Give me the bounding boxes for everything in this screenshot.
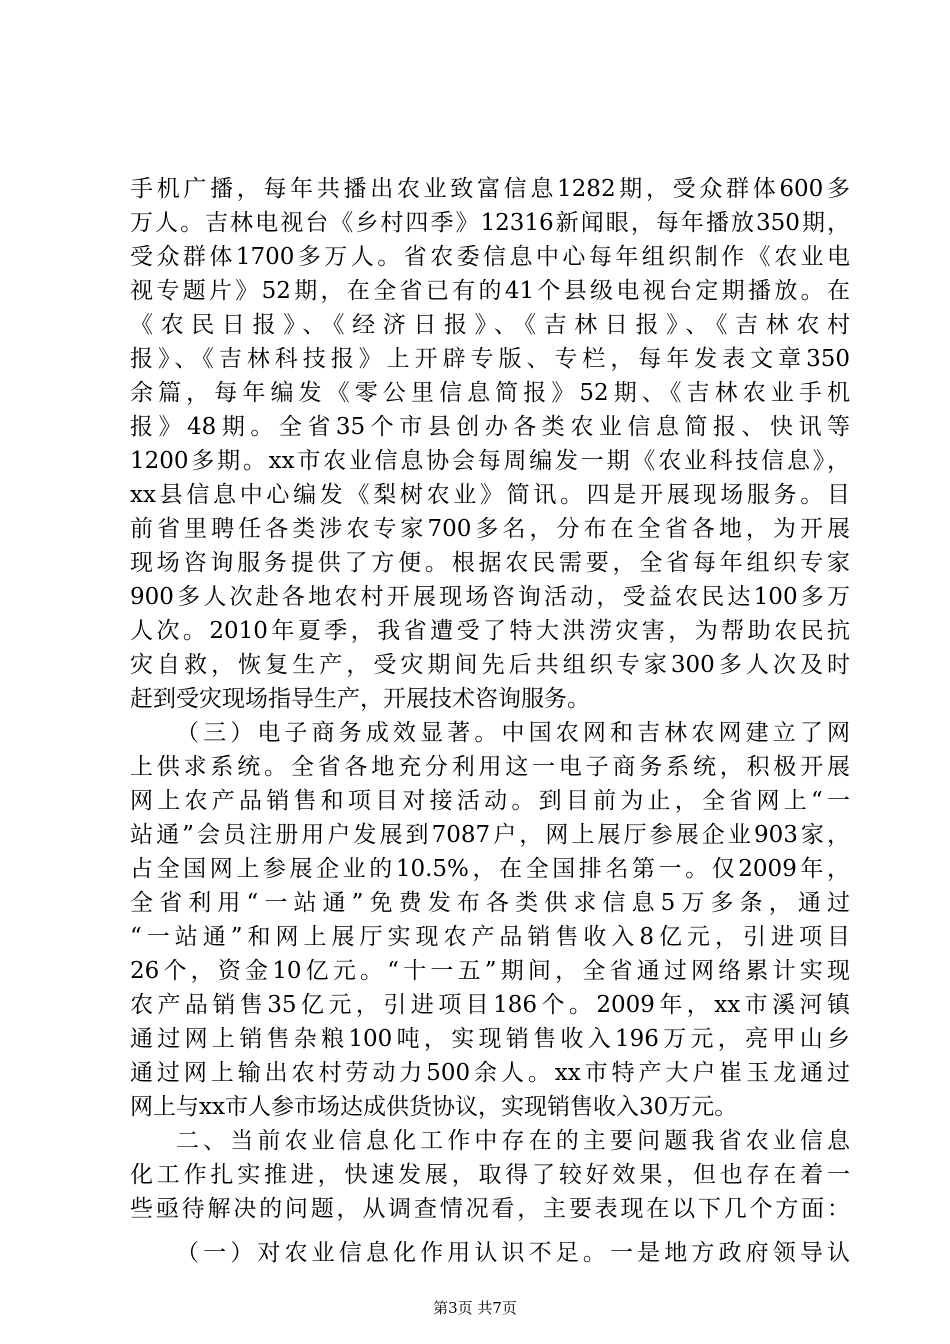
text-line: 赶到受灾现场指导生产，开展技术咨询服务。 (130, 686, 590, 712)
text-line: 上供求系统。全省各地充分利用这一电子商务系统，积极开展 (130, 754, 850, 780)
text-line: xx县信息中心编发《梨树农业》简讯。四是开展现场服务。目 (130, 482, 850, 508)
text-line: 占全国网上参展企业的10.5%，在全国排名第一。仅2009年， (130, 856, 850, 882)
text-line: 网上农产品销售和项目对接活动。到目前为止，全省网上“一 (130, 788, 850, 814)
text-line: 报》48期。全省35个市县创办各类农业信息简报、快讯等 (130, 414, 850, 440)
text-line: 视专题片》52期，在全省已有的41个县级电视台定期播放。在 (130, 278, 850, 304)
text-line: 前省里聘任各类涉农专家700多名，分布在全省各地，为开展 (130, 516, 850, 542)
text-line: 手机广播，每年共播出农业致富信息1282期，受众群体600多 (130, 176, 850, 202)
section-heading: 二、当前农业信息化工作中存在的主要问题我省农业信息 (176, 1128, 850, 1154)
paragraph-heading: （一）对农业信息化作用认识不足。一是地方政府领导认 (176, 1240, 850, 1266)
text-line: 网上与xx市人参市场达成供货协议，实现销售收入30万元。 (130, 1094, 738, 1120)
text-line: 受众群体1700多万人。省农委信息中心每年组织制作《农业电 (130, 244, 850, 270)
text-line: 人次。2010年夏季，我省遭受了特大洪涝灾害，为帮助农民抗 (130, 618, 850, 644)
text-line: 26个，资金10亿元。“十一五”期间，全省通过网络累计实现 (130, 958, 850, 984)
page-number-footer: 第3页 共7页 (433, 1299, 517, 1317)
text-line: “一站通”和网上展厅实现农产品销售收入8亿元，引进项目 (130, 924, 850, 950)
text-line: 900多人次赴各地农村开展现场咨询活动，受益农民达100多万 (130, 584, 850, 610)
text-line: 些亟待解决的问题，从调查情况看，主要表现在以下几个方面： (130, 1196, 850, 1222)
text-line: 现场咨询服务提供了方便。根据农民需要，全省每年组织专家 (130, 550, 850, 576)
text-line: 余篇，每年编发《零公里信息简报》52期、《吉林农业手机 (130, 380, 850, 406)
text-line: 《农民日报》、《经济日报》、《吉林日报》、《吉林农村 (130, 312, 850, 338)
text-line: 报》、《吉林科技报》上开辟专版、专栏，每年发表文章350 (130, 346, 850, 372)
text-line: 万人。吉林电视台《乡村四季》12316新闻眼，每年播放350期， (130, 210, 850, 236)
text-line: 通过网上销售杂粮100吨，实现销售收入196万元，亮甲山乡 (130, 1026, 850, 1052)
text-line: 全省利用“一站通”免费发布各类供求信息5万多条，通过 (130, 890, 850, 916)
text-line: 灾自救，恢复生产，受灾期间先后共组织专家300多人次及时 (130, 652, 850, 678)
text-line: 1200多期。xx市农业信息协会每周编发一期《农业科技信息》， (130, 448, 850, 474)
text-line: 站通”会员注册用户发展到7087户，网上展厅参展企业903家， (130, 822, 850, 848)
text-line: 化工作扎实推进，快速发展，取得了较好效果，但也存在着一 (130, 1162, 850, 1188)
paragraph-heading: （三）电子商务成效显著。中国农网和吉林农网建立了网 (176, 720, 850, 746)
text-line: 农产品销售35亿元，引进项目186个。2009年，xx市溪河镇 (130, 992, 850, 1018)
text-line: 通过网上输出农村劳动力500余人。xx市特产大户崔玉龙通过 (130, 1060, 850, 1086)
